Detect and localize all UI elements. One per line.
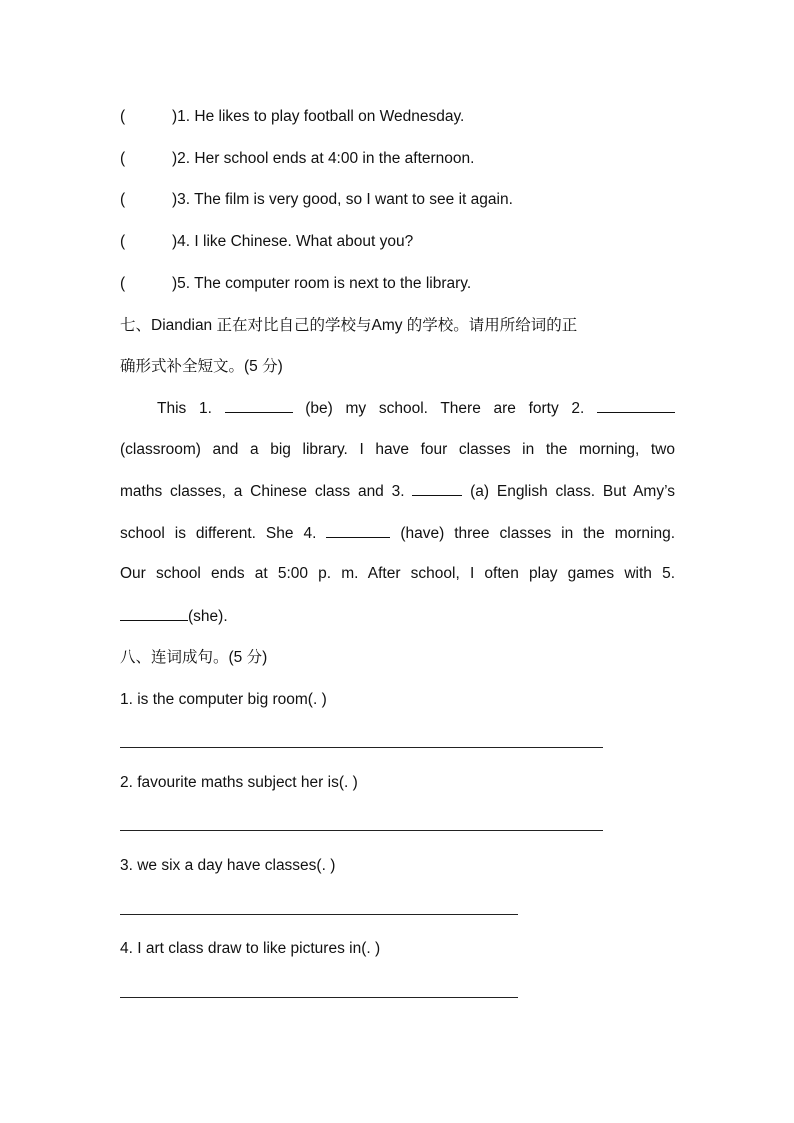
sentence-item-2: 2. favourite maths subject her is(. ) — [120, 774, 358, 791]
cloze-passage — [120, 398, 675, 648]
answer-paren[interactable]: ( — [120, 108, 126, 125]
sentence-item-1: 1. is the computer big room(. ) — [120, 691, 327, 708]
answer-paren[interactable]: ( — [120, 150, 126, 167]
answer-line-4[interactable] — [120, 997, 518, 998]
blank-3[interactable] — [412, 481, 462, 496]
section7-heading-line1: 七、Diandian 正在对比自己的学校与Amy 的学校。请用所给词的正 — [120, 317, 578, 334]
tf-item-text: )5. The computer room is next to the library. — [172, 275, 472, 292]
passage-text: maths classes, a Chinese class and 3. — [120, 483, 405, 501]
passage-line — [120, 523, 675, 565]
tf-item-5 — [120, 274, 471, 294]
blank-1[interactable] — [225, 398, 293, 413]
sentence-item-4: 4. I art class draw to like pictures in(. ) — [120, 940, 381, 957]
section7-heading-line2: 确形式补全短文。(5 分) — [120, 358, 283, 375]
blank-4[interactable] — [326, 523, 390, 538]
answer-paren[interactable]: ( — [120, 191, 126, 208]
tf-item-2 — [120, 149, 474, 169]
tf-item-text: )2. Her school ends at 4:00 in the afternoon. — [172, 150, 475, 167]
tf-item-4 — [120, 232, 413, 252]
tf-item-text: )4. I like Chinese. What about you? — [172, 233, 414, 250]
section8-heading: 八、连词成句。(5 分) — [120, 649, 268, 666]
answer-line-3[interactable] — [120, 914, 518, 915]
blank-2[interactable] — [597, 398, 675, 413]
tf-item-1 — [120, 107, 464, 127]
blank-5[interactable] — [120, 606, 188, 621]
passage-line — [120, 398, 675, 440]
answer-line-1[interactable] — [120, 747, 603, 748]
tf-item-text: )1. He likes to play football on Wednesday. — [172, 108, 465, 125]
answer-line-2[interactable] — [120, 830, 603, 831]
sentence-item-3: 3. we six a day have classes(. ) — [120, 857, 336, 874]
passage-line: Our school ends at 5:00 p. m. After school, I often play games with 5. — [120, 565, 675, 583]
passage-line — [120, 481, 675, 523]
passage-text: (be) my school. There are forty 2. — [305, 400, 585, 417]
passage-text: This 1. — [157, 400, 212, 417]
passage-line: (classroom) and a big library. I have four classes in the morning, two — [120, 440, 675, 458]
passage-text: (have) three classes in the morning. — [400, 524, 675, 542]
tf-item-3 — [120, 190, 513, 210]
passage-text: (a) English class. But Amy’s — [470, 483, 676, 501]
answer-paren[interactable]: ( — [120, 233, 126, 250]
answer-paren[interactable]: ( — [120, 275, 126, 292]
passage-text: school is different. She 4. — [120, 524, 317, 542]
passage-line — [120, 606, 675, 648]
passage-text: (she). — [188, 607, 228, 625]
tf-item-text: )3. The film is very good, so I want to see it again. — [172, 191, 513, 208]
